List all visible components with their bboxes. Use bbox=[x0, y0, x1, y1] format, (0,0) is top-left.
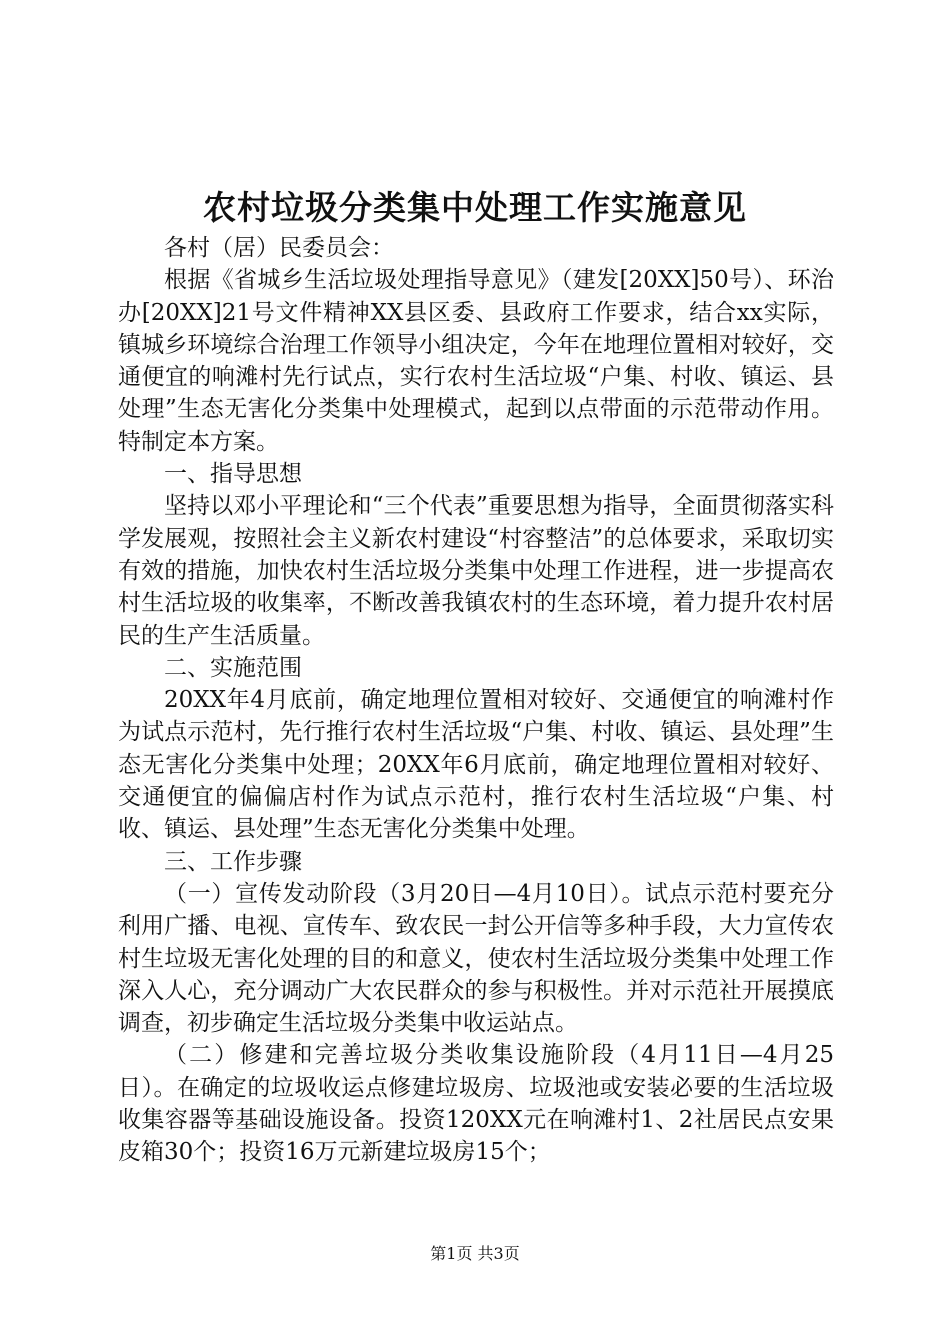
document-title: 农村垃圾分类集中处理工作实施意见 bbox=[203, 188, 747, 227]
section-heading: 三、工作步骤 bbox=[164, 848, 302, 875]
body-paragraph: 20XX年4月底前，确定地理位置相对较好、交通便宜的响滩村作为试点示范村，先行推行农村生活垃圾“户集、村收、镇运、县处理”生态无害化分类集中处理；20XX年6月底前，确定地理位置相对较好、交通便宜的偏偏店村作为试点示范村，推行农村生活垃圾“户集、村收、镇运、县处理”生态无害化分类集中处理。 bbox=[118, 687, 834, 843]
body-paragraph: 坚持以邓小平理论和“三个代表”重要思想为指导，全面贯彻落实科学发展观，按照社会主义新农村建设“村容整洁”的总体要求，采取切实有效的措施，加快农村生活垃圾分类集中处理工作进程，进一步提高农村生活垃圾的收集率，不断改善我镇农村的生态环境，着力提升农村居民的生产生活质量。 bbox=[118, 493, 834, 649]
page-footer: 第1页 共3页 bbox=[430, 1244, 520, 1263]
body-paragraph: 根据《省城乡生活垃圾处理指导意见》（建发[20XX]50号）、环治办[20XX]21号文件精神XX县区委、县政府工作要求，结合xx实际，镇城乡环境综合治理工作领导小组决定，今年在地理位置相对较好，交通便宜的响滩村先行试点，实行农村生活垃圾“户集、村收、镇运、县处理”生态无害化分类集中处理模式，起到以点带面的示范带动作用。特制定本方案。 bbox=[118, 267, 834, 455]
section-heading: 一、指导思想 bbox=[164, 461, 302, 488]
section-heading: 二、实施范围 bbox=[164, 654, 302, 681]
salutation: 各村（居）民委员会： bbox=[164, 235, 394, 261]
body-paragraph: （一）宣传发动阶段（3月20日—4月10日）。试点示范村要充分利用广播、电视、宣传车、致农民一封公开信等多种手段，大力宣传农村生垃圾无害化处理的目的和意义，使农村生活垃圾分类集中处理工作深入人心，充分调动广大农民群众的参与积极性。并对示范社开展摸底调查，初步确定生活垃圾分类集中收运站点。 bbox=[118, 880, 834, 1037]
document-body bbox=[118, 232, 834, 1169]
body-paragraph: （二）修建和完善垃圾分类收集设施阶段（4月11日—4月25日）。在确定的垃圾收运点修建垃圾房、垃圾池或安装必要的生活垃圾收集容器等基础设施设备。投资120XX元在响滩村1、2社居民点安果皮箱30个；投资16万元新建垃圾房15个； bbox=[118, 1042, 834, 1166]
